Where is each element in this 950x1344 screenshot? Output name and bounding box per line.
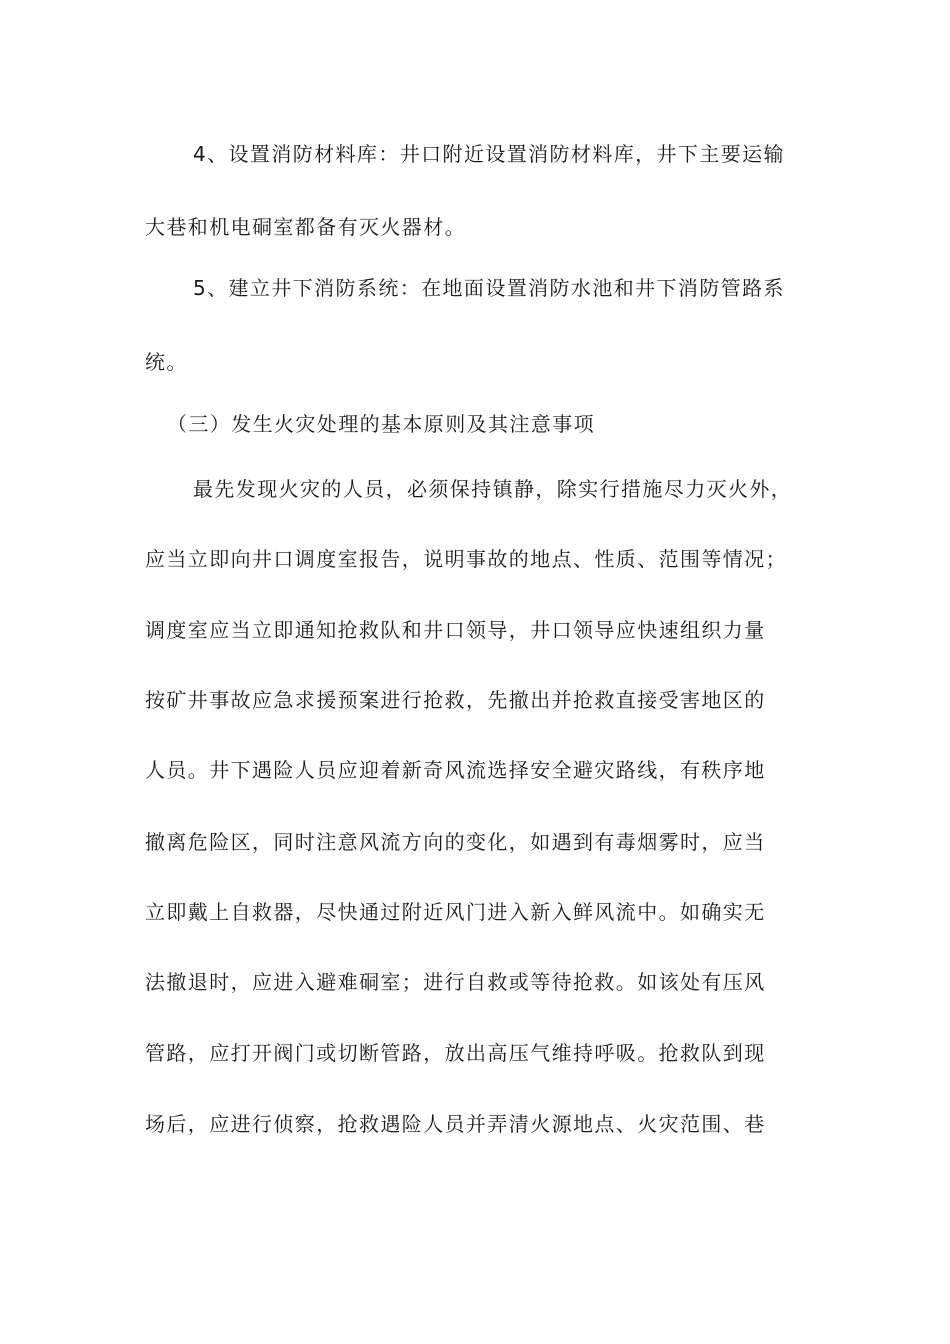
paragraph-item-4-line-2: 大巷和机电硐室都备有灭火器材。 [145, 215, 466, 239]
body-paragraph-line-10: 场后，应进行侦察，抢救遇险人员并弄清火源地点、火灾范围、巷 [145, 1112, 766, 1136]
body-paragraph-line-7: 立即戴上自救器，尽快通过附近风门进入新入鲜风流中。如确实无 [145, 900, 766, 924]
body-paragraph-line-1: 最先发现火灾的人员，必须保持镇静，除实行措施尽力灭火外， [193, 477, 793, 501]
body-paragraph-line-3: 调度室应当立即通知抢救队和井口领导，井口领导应快速组织力量 [145, 618, 766, 642]
body-paragraph-line-9: 管路，应打开阀门或切断管路，放出高压气维持呼吸。抢救队到现 [145, 1041, 766, 1065]
section-heading-3: （三）发生火灾处理的基本原则及其注意事项 [167, 412, 595, 436]
paragraph-item-5-line-2: 统。 [145, 350, 188, 374]
body-paragraph-line-4: 按矿井事故应急求援预案进行抢救，先撤出并抢救直接受害地区的 [145, 688, 766, 712]
body-paragraph-line-6: 撤离危险区，同时注意风流方向的变化，如遇到有毒烟雾时，应当 [145, 830, 766, 854]
paragraph-item-4-line-1: 4、设置消防材料库：井口附近设置消防材料库，井下主要运输 [193, 142, 785, 166]
paragraph-item-5-line-1: 5、建立井下消防系统：在地面设置消防水池和井下消防管路系 [193, 276, 785, 300]
body-paragraph-line-2: 应当立即向井口调度室报告，说明事故的地点、性质、范围等情况； [145, 547, 787, 571]
body-paragraph-line-8: 法撤退时，应进入避难硐室；进行自救或等待抢救。如该处有压风 [145, 970, 766, 994]
body-paragraph-line-5: 人员。井下遇险人员应迎着新奇风流选择安全避灾路线，有秩序地 [145, 758, 766, 782]
